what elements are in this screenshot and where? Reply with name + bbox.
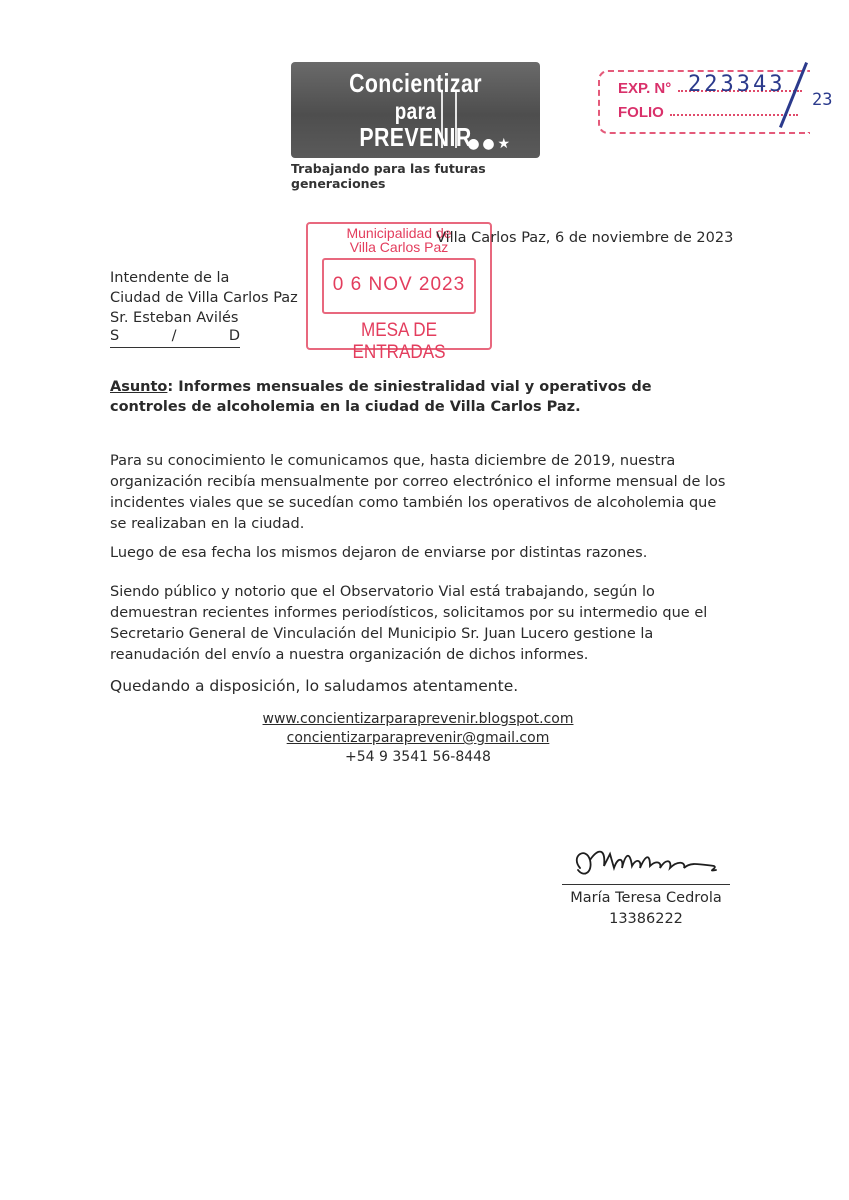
- stamp-office: MESA DE ENTRADAS: [352, 320, 446, 363]
- recipient-line-2: Ciudad de Villa Carlos Paz: [110, 290, 298, 306]
- recipient-block: [110, 268, 298, 328]
- closing-line: Quedando a disposición, lo saludamos atentamente.: [110, 677, 519, 695]
- phone-number: +54 9 3541 56-8448: [345, 749, 491, 765]
- exp-number-handwritten: 223343: [688, 72, 786, 97]
- paragraph-3: Siendo público y notorio que el Observatorio Vial está trabajando, según lo demuestran recientes informes periodísticos, solicitamos por su intermedio que el Secretario General de Vinculación del Municipio Sr. Juan Lucero gestione la reanudación del envío a nuestra organización de dichos informes.: [110, 584, 708, 663]
- subject-label: Asunto: [110, 379, 168, 395]
- signature-line: [562, 884, 730, 885]
- sd-line: [110, 326, 240, 348]
- signer-id: 13386222: [609, 911, 683, 927]
- website-link[interactable]: www.concientizarparaprevenir.blogspot.com: [262, 711, 574, 727]
- logo-line-1: Concientizar: [349, 68, 482, 98]
- handwritten-signature: [566, 838, 736, 888]
- stamp-name-line-2: Villa Carlos Paz: [349, 239, 449, 255]
- organization-logo: [291, 62, 540, 158]
- recipient-line-3: Sr. Esteban Avilés: [110, 310, 239, 326]
- letter-date: Villa Carlos Paz, 6 de noviembre de 2023: [436, 230, 734, 246]
- logo-line-3: PREVENIR: [359, 122, 472, 152]
- stamp-name-line-1: Municipalidad de: [346, 225, 452, 241]
- exp-label: EXP. N°: [618, 80, 672, 97]
- recipient-line-1: Intendente de la: [110, 270, 230, 286]
- sd-right: D: [228, 328, 240, 344]
- road-safety-icons: ● ● ★: [467, 136, 510, 152]
- contact-block: [257, 710, 579, 767]
- signer-block: [556, 888, 736, 930]
- stamp-date-box: [322, 258, 476, 314]
- folio-dotted-line: [670, 114, 798, 116]
- paragraph-1: Para su conocimiento le comunicamos que, hasta diciembre de 2019, nuestra organización recibía mensualmente por correo electrónico el informe mensual de los incidentes viales que se sucedían como también los operativos de alcoholemia que se realizaban en la ciudad.: [110, 453, 726, 532]
- stamp-date: 0 6 NOV 2023: [332, 274, 466, 295]
- email-link[interactable]: concientizarparaprevenir@gmail.com: [286, 730, 550, 746]
- sd-left: S: [110, 328, 120, 344]
- folio-label: FOLIO: [618, 104, 664, 121]
- paragraph-2: Luego de esa fecha los mismos dejaron de enviarse por distintas razones.: [110, 545, 648, 561]
- subject-text: : Informes mensuales de siniestralidad vial y operativos de controles de alcoholemia en la ciudad de Villa Carlos Paz.: [110, 379, 652, 415]
- letter-subject: [110, 377, 710, 417]
- sd-mid: /: [171, 328, 177, 344]
- logo-tagline: Trabajando para las futuras generaciones: [291, 161, 486, 191]
- logo-line-2: para: [394, 98, 437, 124]
- signer-name: María Teresa Cedrola: [570, 890, 722, 906]
- exp-year-handwritten: 23: [812, 90, 833, 110]
